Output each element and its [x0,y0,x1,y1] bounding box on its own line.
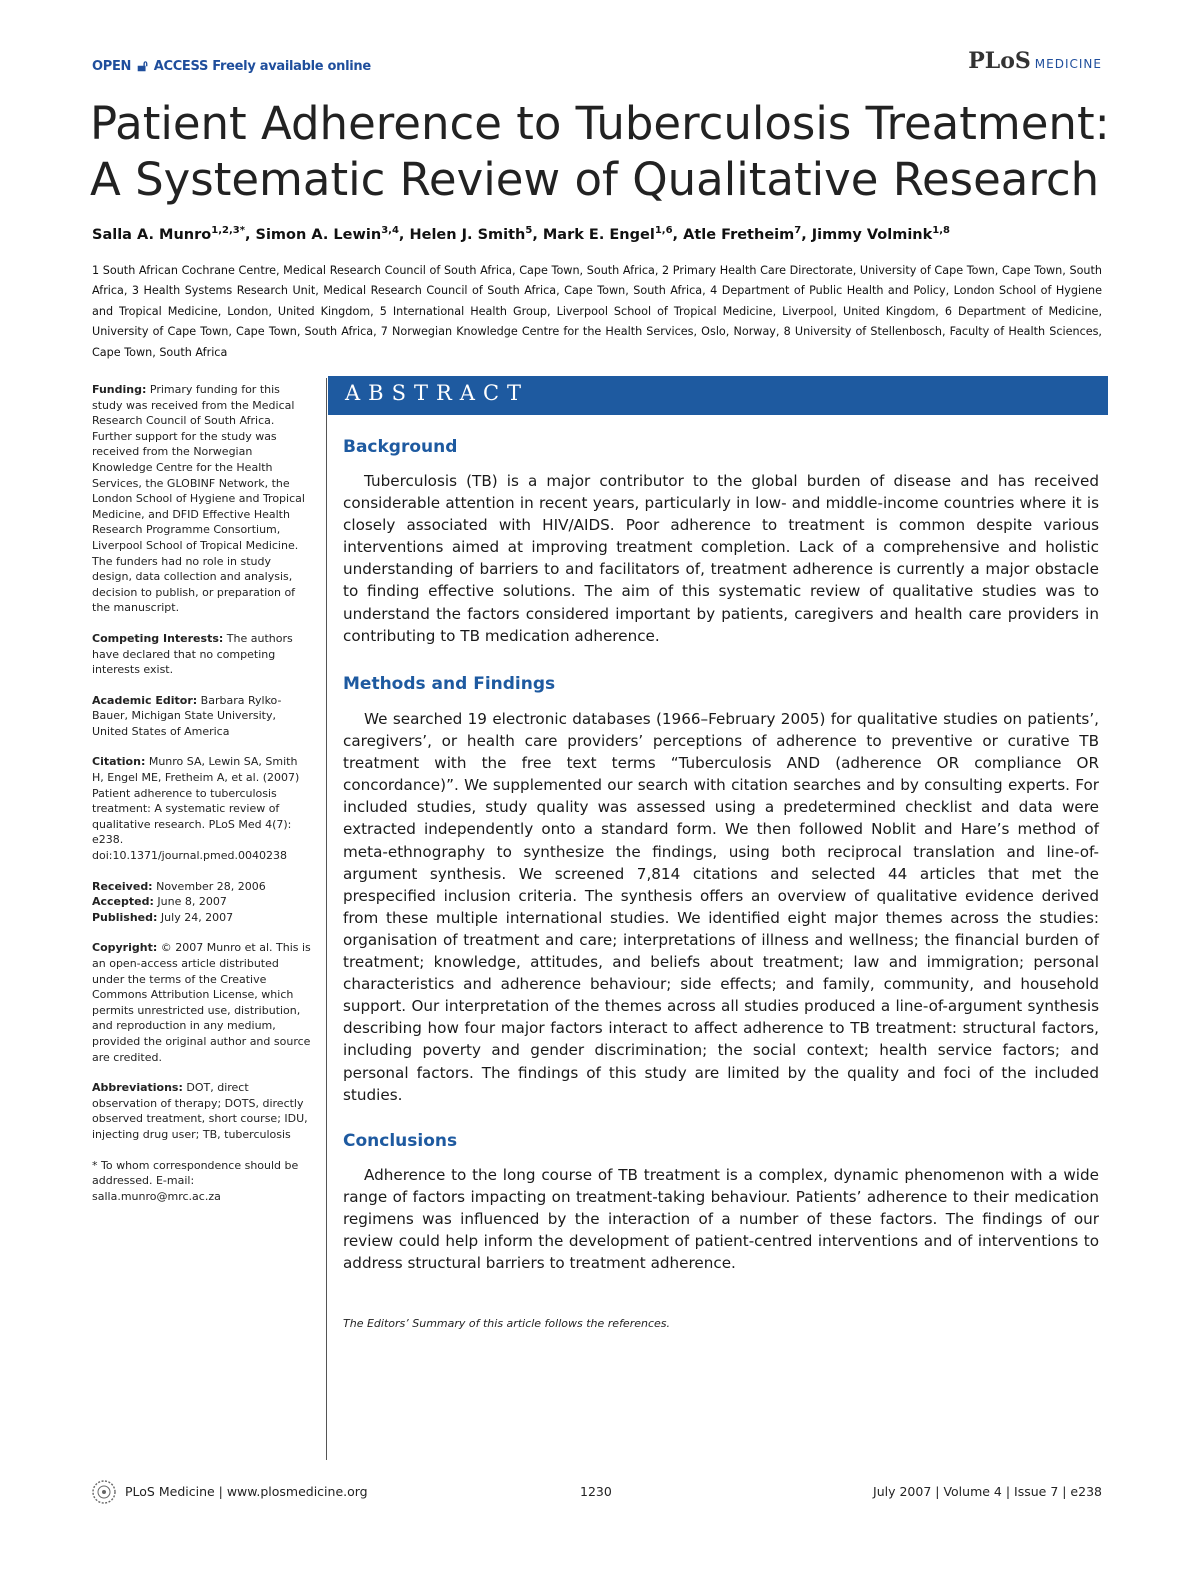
footer-journal-url[interactable]: PLoS Medicine | www.plosmedicine.org [125,1484,368,1499]
copyright-text: © 2007 Munro et al. This is an open-access article distributed under the terms of the Creative Commons Attribution License, which permits unrestricted use, distribution, and reproduction in any medium, provided the original author and source are credited. [92,941,311,1064]
editor-text: Barbara Rylko-Bauer, Michigan State University, United States of America [92,693,282,738]
competing-text: The authors have declared that no competing interests exist. [92,631,293,677]
copyright-label: Copyright: [92,941,158,955]
correspondence-note[interactable]: * To whom correspondence should be addressed. E-mail: salla.munro@mrc.ac.za [92,1158,299,1203]
affiliations: 1 South African Cochrane Centre, Medical Research Council of South Africa, Cape Town, South Africa, 2 Primary Health Care Directorate, University of Cape Town, Cape Town, South Africa, 3 Health Systems Research Unit, Medical Research Council of South Africa, Cape Town, South Africa, 4 Department of Public Health and Policy, London School of Hygiene and Tropical Medicine, London, United Kingdom, 5 International Health Group, Liverpool School of Tropical Medicine, Liverpool, United Kingdom, 6 Department of Medicine, University of Cape Town, Cape Town, South Africa, 7 Norwegian Knowledge Centre for the Health Services, Oslo, Norway, 8 University of Stellenbosch, Faculty of Health Sciences, Cape Town, South Africa [92,264,1102,359]
funding-note [92,382,312,616]
abbreviations-note [92,1080,312,1142]
received-label: Received: [92,879,153,893]
competing-label: Competing Interests: [92,631,224,645]
conclusions-heading: Conclusions [343,1131,458,1151]
competing-interests-note [92,631,312,678]
received-date: November 28, 2006 [152,879,266,893]
title-line-2: A Systematic Review of Qualitative Research [90,153,1100,206]
methods-paragraph: We searched 19 electronic databases (1966–February 2005) for qualitative studies on patients’, caregivers’, or health care providers’ perceptions of adherence to preventive or curative TB treatment with the free text terms “Tuberculosis AND (adherence OR compliance OR concordance)”. We supplemented our search with citation searches and by consulting experts. For included studies, study quality was assessed using a predetermined checklist and data were extracted independently onto a standard form. We then followed Noblit and Hare’s method of meta-ethnography to synthesize the findings, using both reciprocal translation and line-of-argument synthesis. We screened 7,814 citations and selected 44 articles that met the prespecified inclusion criteria. The synthesis offers an overview of qualitative evidence derived from these multiple international studies. We identified eight major themes across the studies: organisation of treatment and care; interpretations of illness and wellness; the financial burden of treatment; knowledge, attitudes, and beliefs about treatment; law and immigration; personal characteristics and adherence behaviour; side effects; and family, community, and household support. Our interpretation of the themes across all studies produced a line-of-argument synthesis describing how four major factors interact to affect adherence to TB treatment: structural factors, including poverty and gender discrimination; the social context; health service factors; and personal factors. The findings of this study are limited by the quality and foci of the included studies. [343,710,1099,1104]
dates-note [92,879,312,926]
background-paragraph: Tuberculosis (TB) is a major contributor to the global burden of disease and has received considerable attention in recent years, particularly in low- and middle-income countries where it is closely associated with HIV/AIDS. Poor adherence to treatment is common despite various interventions aimed at improving treatment completion. Lack of a comprehensive and holistic understanding of barriers to and facilitators of, treatment adherence is currently a major obstacle to finding effective solutions. The aim of this systematic review of qualitative studies was to understand the factors considered important by patients, caregivers and health care providers in contributing to TB medication adherence. [343,472,1099,645]
open-access-post: ACCESS Freely available online [153,59,371,74]
methods-heading: Methods and Findings [343,674,556,694]
accepted-date: June 8, 2007 [153,895,227,909]
author-affil-sup: 5 [525,225,533,236]
open-lock-icon: 🔓︎ [137,56,148,75]
sidebar-metadata [92,382,312,1219]
logo-medicine-text: MEDICINE [1034,57,1102,71]
abstract-label: ABSTRACT [345,381,530,405]
author-name: Helen J. Smith [409,226,526,243]
published-date: July 24, 2007 [157,910,234,924]
plos-seal-icon [90,1478,118,1506]
citation-label: Citation: [92,755,146,769]
author-list: Salla A. Munro$^{1,2,3*}$, Simon A. Lewin$^{3,4}$, Helen J. Smith$^5$, Mark E. Engel$^{1,6}$, Atle Fretheim$^7$, Jimmy Volmink$^{1,8}$ [92,225,950,243]
copyright-note [92,940,312,1065]
background-heading: Background [343,437,458,457]
author-name: Mark E. Engel [542,226,655,243]
citation-text: Munro SA, Lewin SA, Smith H, Engel ME, Fretheim A, et al. (2007) Patient adherence to tuberculosis treatment: A systematic review of qualitative research. PLoS Med 4(7): e238. doi:10.1371/journal.pmed.0040238 [92,755,300,863]
title-line-1: Patient Adherence to Tuberculosis Treatment: [90,97,1110,150]
author-affil-sup: 3,4 [381,225,399,236]
author-affil-sup: 7 [794,225,802,236]
open-access-pre: OPEN [92,59,132,74]
author-name: Simon A. Lewin [255,226,382,243]
author-name: Jimmy Volmink [811,226,933,243]
abbreviations-text: DOT, direct observation of therapy; DOTS, directly observed treatment, short course; IDU, injecting drug user; TB, tuberculosis [92,1081,308,1141]
funding-label: Funding: [92,383,147,396]
journal-logo [968,48,1102,74]
editor-label: Academic Editor: [92,693,198,707]
column-divider [326,378,327,1460]
author-affil-sup: 1,8 [932,225,950,236]
funding-text: Primary funding for this study was received from the Medical Research Council of South Africa. Further support for the study was received from the Norwegian Knowledge Centre for the Health Services, the GLOBINF Network, the London School of Hygiene and Tropical Medicine, and DFID Effective Health Research Programme Consortium, Liverpool School of Tropical Medicine. The funders had no role in study design, data collection and analysis, decision to publish, or preparation of the manuscript. [92,383,305,615]
author-name: Salla A. Munro [92,226,212,243]
academic-editor-note [92,693,312,740]
abbreviations-label: Abbreviations: [92,1081,183,1095]
author-affil-sup: 1,2,3* [211,225,245,236]
author-affil-sup: 1,6 [654,225,673,236]
citation-note [92,754,312,863]
editors-summary-note: The Editors’ Summary of this article follows the references. [343,1317,671,1330]
logo-plos-text: PLoS [968,48,1031,74]
published-label: Published: [92,910,158,924]
footer-issue-info: July 2007 | Volume 4 | Issue 7 | e238 [873,1484,1102,1499]
conclusions-paragraph: Adherence to the long course of TB treatment is a complex, dynamic phenomenon with a wide range of factors impacting on treatment-taking behaviour. Patients’ adherence to their medication regimens was influenced by the interaction of a number of these factors. The findings of our review could help inform the development of patient-centred interventions and of interventions to address structural barriers to treatment adherence. [343,1166,1099,1273]
footer-page-number: 1230 [580,1484,612,1499]
author-name: Atle Fretheim [683,226,795,243]
open-access-banner [92,56,371,76]
accepted-label: Accepted: [92,895,154,909]
article-title [90,96,1110,208]
